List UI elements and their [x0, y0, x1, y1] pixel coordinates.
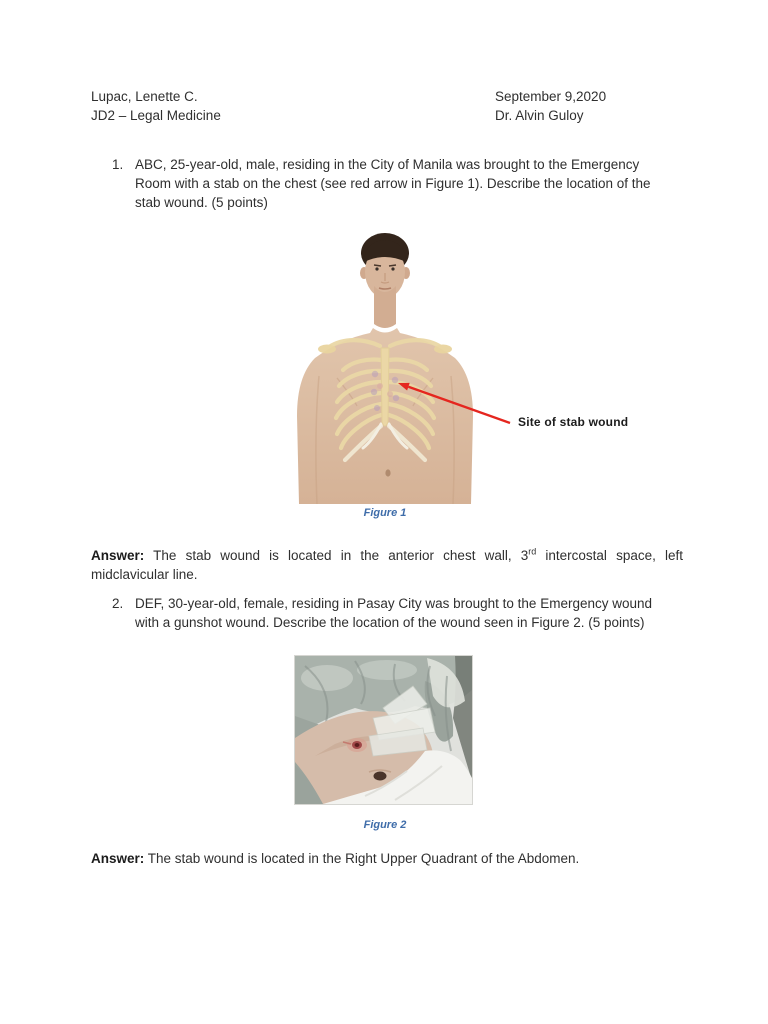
- professor-name: Dr. Alvin Guloy: [495, 108, 584, 123]
- answer-1-label: Answer:: [91, 548, 145, 563]
- student-name: Lupac, Lenette C.: [91, 89, 198, 104]
- stab-wound-annotation: Site of stab wound: [518, 415, 629, 429]
- figure-2-caption: Figure 2: [363, 819, 407, 831]
- question-2-number: 2.: [112, 596, 124, 611]
- question-1: [112, 155, 664, 212]
- navel: [374, 772, 387, 781]
- figure-1: [285, 226, 660, 504]
- answer-1-text-end: intercostal space, left midclavicular line.: [91, 548, 683, 582]
- figure-2: [295, 656, 472, 804]
- course-name: JD2 – Legal Medicine: [91, 108, 221, 123]
- answer-1: [91, 546, 683, 584]
- answer-2-text: The stab wound is located in the Right Upper Quadrant of the Abdomen.: [144, 851, 580, 866]
- figure-1-caption: Figure 1: [363, 507, 407, 519]
- header-left: [91, 87, 221, 125]
- document-date: September 9,2020: [495, 89, 607, 104]
- answer-1-superscript: rd: [528, 546, 537, 557]
- header-right: [495, 87, 606, 125]
- figure-2-photo: [295, 656, 472, 804]
- figure-1-illustration: [285, 226, 660, 504]
- answer-2: [91, 849, 683, 868]
- question-2-text: DEF, 30-year-old, female, residing in Pasay City was brought to the Emergency wound with a gunshot wound. Describe the location of the wound seen in Figure 2. (5 points): [135, 596, 653, 630]
- question-1-text: ABC, 25-year-old, male, residing in the City of Manila was brought to the Emergency Room with a stab on the chest (see red arrow in Figure 1). Describe the location of the stab wound. (5 points): [135, 157, 651, 210]
- answer-2-label: Answer:: [91, 851, 145, 866]
- question-1-number: 1.: [112, 157, 124, 172]
- question-2: [112, 594, 664, 632]
- answer-1-text: The stab wound is located in the anterior chest wall, 3: [144, 548, 529, 563]
